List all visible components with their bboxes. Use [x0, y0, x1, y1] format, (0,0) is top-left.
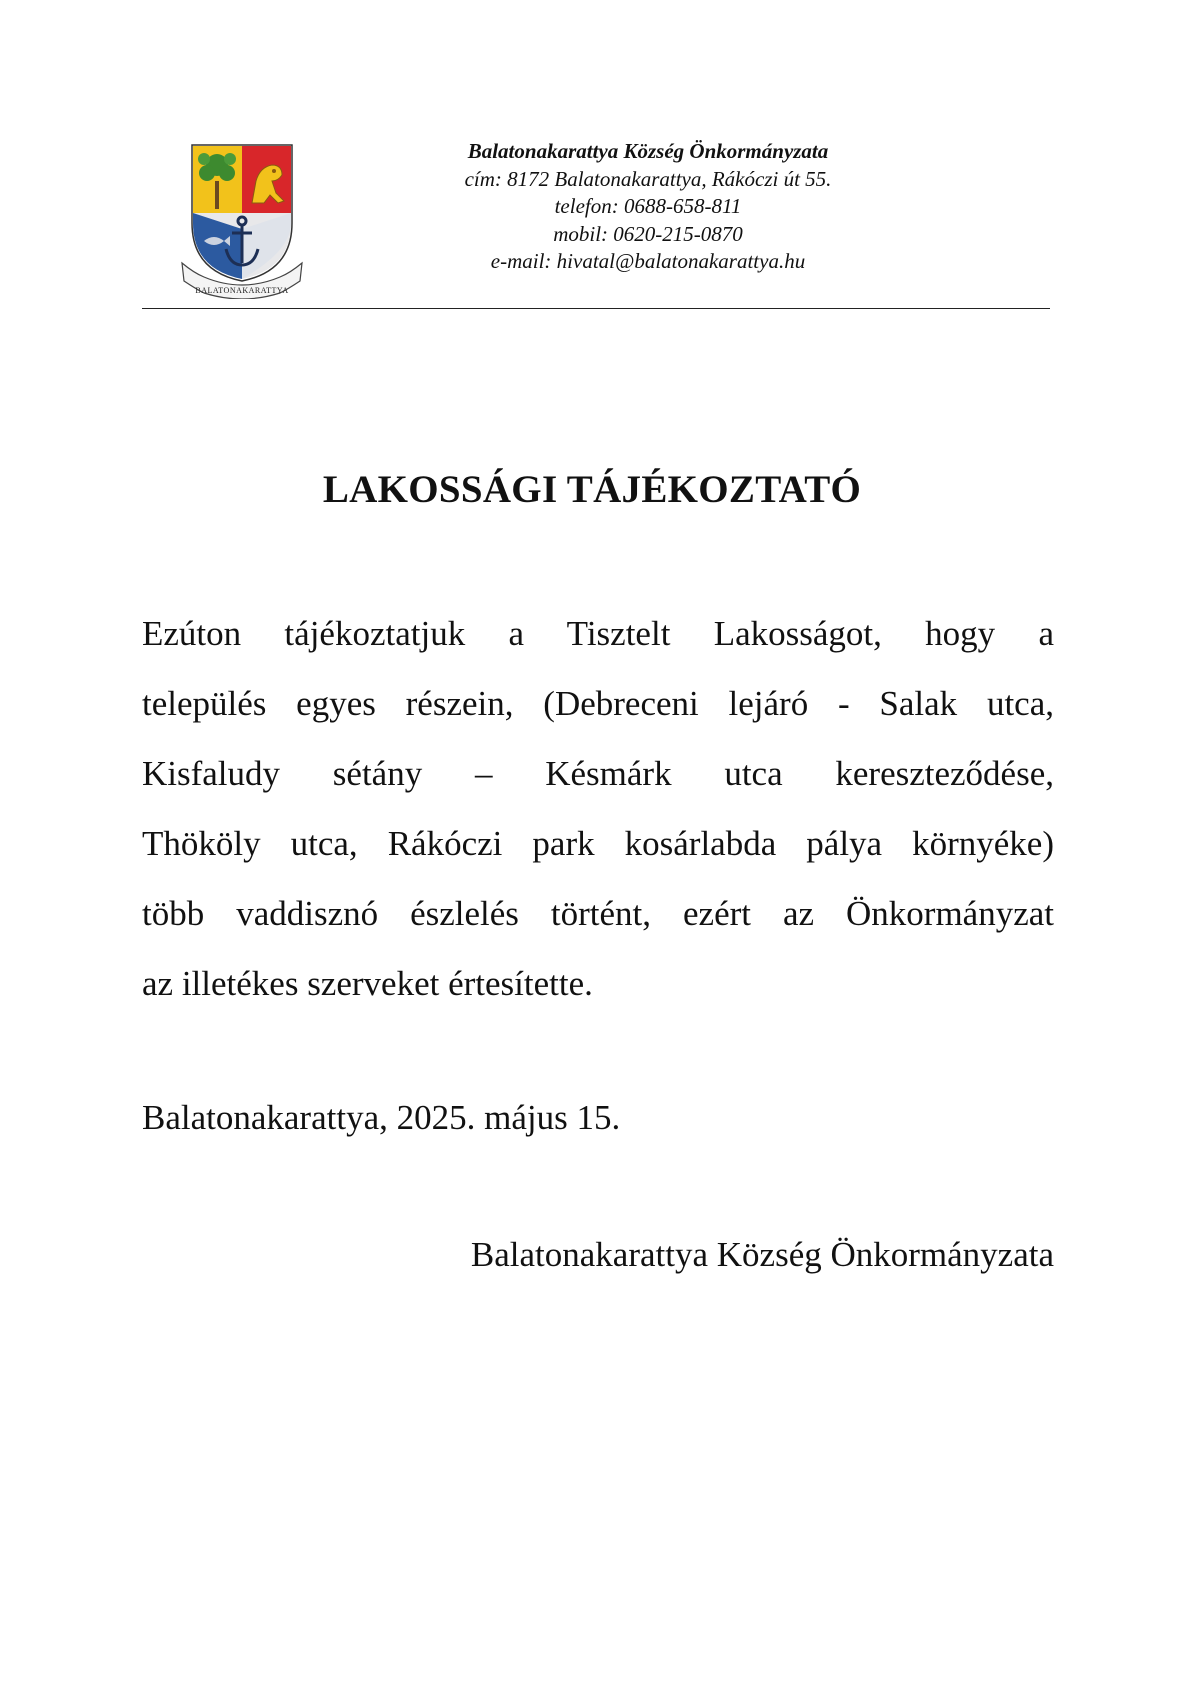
notice-body: [142, 599, 1054, 1019]
header-divider: [142, 308, 1050, 309]
body-line: Ezúton tájékoztatjuk a Tisztelt Lakosságot, hogy a: [142, 614, 1054, 653]
body-line: több vaddisznó észlelés történt, ezért az Önkormányzat: [142, 894, 1054, 933]
coat-of-arms-icon: [180, 141, 304, 299]
email-line: e-mail: hivatal@balatonakarattya.hu: [490, 249, 806, 273]
signature-block: Balatonakarattya Község Önkormányzata: [470, 1235, 1054, 1274]
letterhead: [142, 138, 1050, 308]
letterhead-contact-block: [368, 138, 928, 276]
svg-text:BALATONAKARATTYA: BALATONAKARATTYA: [195, 286, 289, 295]
body-line: Kisfaludy sétány – Késmárk utca kereszteződése,: [142, 754, 1054, 793]
document-title: LAKOSSÁGI TÁJÉKOZTATÓ: [322, 468, 862, 511]
body-line: az illetékes szerveket értesítette.: [142, 964, 593, 1003]
body-line: Thököly utca, Rákóczi park kosárlabda pálya környéke): [142, 824, 1054, 863]
address-line: cím: 8172 Balatonakarattya, Rákóczi út 55.: [464, 166, 832, 191]
mobile-line: mobil: 0620-215-0870: [553, 221, 743, 246]
phone-line: telefon: 0688-658-811: [554, 194, 742, 218]
organization-name: Balatonakarattya Község Önkormányzata: [467, 139, 829, 163]
date-place-line: Balatonakarattya, 2025. május 15.: [142, 1098, 621, 1137]
body-line: település egyes részein, (Debreceni lejáró - Salak utca,: [142, 684, 1054, 723]
